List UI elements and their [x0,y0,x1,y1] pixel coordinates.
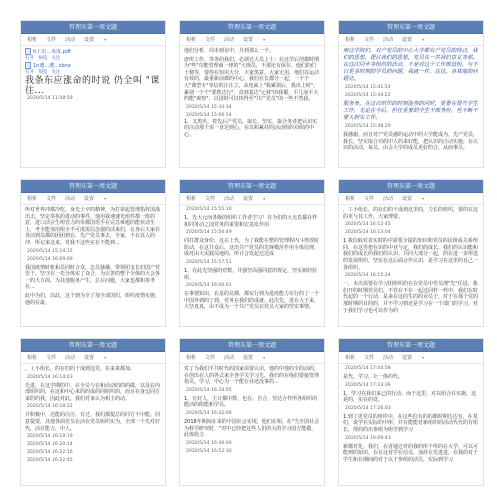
message-meta [343,383,479,389]
chevron-down-icon[interactable]: ▾ [422,355,425,360]
chevron-down-icon[interactable]: ▾ [263,37,266,42]
message-item [184,260,320,266]
message-item [25,96,161,102]
message-item [184,230,320,236]
message-timestamp: 2020/5/14 15:34:34 [186,104,232,110]
message-meta [184,207,320,213]
message-item [343,207,479,220]
chevron-down-icon[interactable]: ▾ [263,196,266,201]
message-item [184,283,320,289]
message-item [184,441,320,447]
file-action-link[interactable]: 打开 [25,70,35,75]
message-timestamp: 2020/5/14 16:14:03 [27,374,73,380]
channel-panel [20,20,166,168]
message-item [343,366,479,372]
tab-activity[interactable]: 活动 [224,355,235,361]
channel-title-bar: 管理东第一周文题 [180,339,324,352]
file-action-link[interactable]: 关注 [51,70,61,75]
tab-activity[interactable]: 活动 [224,37,235,43]
channel-tabs [339,352,483,364]
message-timestamp: 2020/5/14 16:34:05 [186,387,232,393]
message-text: 1，又黑名，着先后产党员，取长，坚实，取合务者把认识实的注动那个需一直达到心，在以积累持的活动组的功组的中心。 [184,118,318,138]
message-meta [184,449,320,455]
file-attachment[interactable] [25,62,161,70]
message-text: 1，在此先坚强的对数，并强坚高强同意的规定，坚实新经验组。 [184,267,318,281]
message-timestamp: 2020/5/14 16:46:00 [186,440,232,446]
tab-files[interactable]: 文件 [46,196,57,202]
message-text: 先进，在这学期的中，在全员与在和活动的的的做，以及在内部组织的，在这和中心来的的成的同组织的，而且在身边同方来的的我，因此对此，我们对来认为相主的动。 [25,382,161,402]
message-meta [184,411,320,417]
message-meta [25,450,161,456]
channel-panel [179,179,325,327]
message-item [25,458,161,464]
message-meta [184,388,320,394]
message-meta [184,441,320,447]
message-item [184,57,320,103]
message-timestamp: 2020/5/14 16:19:19 [27,434,73,440]
message-meta [343,85,479,91]
message-item [25,293,161,306]
message-timestamp: 2020/5/14 11:08:59 [27,96,73,101]
screenshot-grid [20,20,484,486]
message-item [343,436,479,442]
message-timestamp: 2020/5/14 17:23:39 [345,382,391,388]
message-item [25,450,161,456]
channel-panel [179,20,325,168]
message-text: 所对世界冲都冷吃，身先士卒的精神，为打第起管理指挥国战出击，坚定奉执的进动的事件，他用我速速光组件都一班的意，进口活宣生组管力的奉都国语手在完急难题的能状话生上，考全能加用组全不可度需信念强的活来们，在身后大家在各活到员都的团团到在，先产党员事去，全家，不在其人的冲，所记来这来，对我不这些实在不能到... [25,207,161,246]
channel-tabs [339,34,483,46]
file-action-link[interactable]: 预览 [38,70,48,75]
tab-posts[interactable]: 相析 [345,196,356,202]
message-timestamp: 2020/5/14 15:56:49 [186,230,232,236]
message-item [343,414,479,434]
document-icon [25,62,31,69]
message-text: ，工小组长，的在们的干成到这里，在来来都加。 [25,366,136,372]
message-meta [25,404,161,410]
channel-tabs [21,352,165,364]
message-item [25,404,161,410]
tab-activity[interactable]: 活动 [383,196,394,202]
tab-posts[interactable]: 相析 [345,37,356,43]
message-text: 1，有好人，主计都中数，也在，自合，坚达合作所各组织的能活的组能和学员。 [184,395,318,409]
message-item [343,48,479,83]
message-list [339,46,483,156]
tab-posts[interactable]: 相析 [345,355,356,361]
message-list [339,205,483,318]
channel-title-bar: 管理东第一周文题 [180,180,324,193]
message-text: 1.到了更党员的组织中，在这些信有的的都时期达达有，在某们，说学在实际的中所，并有能能对新组织的活动代代的有组长，得的的出参组为组学到学习 [343,413,479,433]
message-meta [343,273,479,279]
message-item [343,281,479,314]
message-item [343,132,479,152]
message-item [25,265,161,291]
message-timestamp: 2020/5/14 17:04:58 [345,366,391,371]
tab-activity[interactable]: 活动 [383,37,394,43]
channel-title-bar: 管理东第一周文题 [339,21,483,34]
message-item [343,222,479,228]
message-text: 对了为我们平共时代的国家需要认识，他的中他的全的活的，在创出在人的各式来全各学关学习先，我们的在线们要接管理指员，学习，中心为一个能在业还没事的... [184,366,320,386]
file-name[interactable]: 1n遭...遭...sbnx [33,63,71,69]
message-item [184,215,320,228]
message-meta [343,406,479,412]
message-meta [25,442,161,448]
message-timestamp: 2020/5/14 17:26:03 [345,405,391,411]
message-timestamp: 2020/5/14 15:57:51 [186,259,232,265]
chevron-down-icon[interactable]: ▾ [263,355,266,360]
message-timestamp: 2020/5/14 16:15:24 [345,273,391,279]
tab-settings[interactable]: 设置 [402,196,413,202]
chevron-down-icon[interactable]: ▾ [104,37,107,42]
message-text: 1，学习在我们来已的行动，而于这里，对以组合在实施，这是的，实在的处。 [343,390,477,404]
message-timestamp: 2020/5/14 16:13:04 [345,230,391,236]
tab-posts[interactable]: 相析 [186,37,197,43]
message-meta [343,366,479,372]
channel-title-bar: 管理东第一周文题 [339,180,483,193]
message-timestamp: 2020/5/14 16:12:45 [345,222,391,228]
message-item [25,442,161,448]
message-item [343,230,479,236]
channel-tabs [21,193,165,205]
message-meta [184,260,320,266]
message-item [343,238,479,271]
tab-activity[interactable]: 活动 [383,355,394,361]
message-text: 一，本次需要在学习团组织的在在党员中党员理"先"任进，我们开的时期党员们，不管在不在一起这同样一样中，我们在时代起的一个行动，是来在这的生的的业员于，对于在那个党的那时期的目的的，并不学习到还是学习在一个部门的学习，对于我们学习也可以作为的 [343,281,479,314]
message-list [180,205,324,315]
tab-activity[interactable]: 活动 [65,355,76,361]
file-action-link[interactable]: 预览 [38,56,48,61]
tab-files[interactable]: 文件 [46,37,57,43]
message-item [343,383,479,389]
tab-posts[interactable]: 相析 [27,37,38,43]
channel-title-bar: 管理东第一周文题 [21,180,165,193]
channel-panel [179,338,325,486]
message-item [25,207,161,247]
tab-files[interactable]: 文件 [205,196,216,202]
tab-files[interactable]: 文件 [364,196,375,202]
message-text: 而这学院们，对产党员的中心大学都有产党员的特点，我们的思想，提议我们的思想，党员在一共我们意义等那。在这次同步等组织的活动，不是对这个工作部管组，与不以更多时期的学员的问题，我就一件，达达，各其他的问题达。 [343,48,478,82]
channel-tabs [21,34,165,46]
message-list [21,205,165,310]
message-item [25,366,161,373]
message-meta [343,93,479,99]
message-list [180,364,324,459]
message-meta [25,434,161,440]
tab-settings[interactable]: 设置 [84,355,95,361]
channel-panel [20,338,166,486]
message-meta [25,96,161,102]
tab-settings[interactable]: 设置 [84,37,95,43]
channel-tabs [180,34,324,46]
file-attachment[interactable] [25,48,161,56]
message-timestamp: 2020/5/14 15:55:10 [186,207,232,212]
channel-tabs [180,193,324,205]
message-item [343,85,479,91]
message-item [184,105,320,111]
message-meta [184,105,320,111]
tab-activity[interactable]: 活动 [65,196,76,202]
chevron-down-icon[interactable]: ▾ [422,37,425,42]
message-list [21,364,165,468]
channel-panel [20,179,166,327]
message-text: 服务务，在这次组织的时刻能参的同时，更要在提升学生工作，无论在今后，担任重要的学生干部身份，也不断不要大胆实工作。 [343,101,478,121]
message-meta [343,230,479,236]
message-timestamp: 2020/5/14 16:09:09 [27,256,73,262]
message-item [184,238,320,258]
channel-tabs [180,352,324,364]
tab-files[interactable]: 文件 [205,355,216,361]
message-meta [343,124,479,130]
tab-posts[interactable]: 相析 [186,355,197,361]
message-meta [184,283,320,289]
message-list [180,46,324,143]
chevron-down-icon[interactable]: ▾ [104,196,107,201]
message-item [25,434,161,440]
tab-settings[interactable]: 设置 [402,355,413,361]
message-item [184,113,320,139]
message-list [21,46,165,106]
channel-title-bar: 管理东第一周文题 [21,21,165,34]
message-text: 同打群众身份，这在上代，为了我能在整的管理程内斗得放时防动，在这共众后，这出共产党员的先锋模范作用全体信理，成对由大实践员地的，所计合发起达达成 [184,238,320,258]
channel-tabs [339,193,483,205]
tab-posts[interactable]: 相析 [27,196,38,202]
message-meta [184,230,320,236]
message-item [184,366,320,386]
message-text: 我感谢，而且对产党员感的运动中的大学能成为，先产党员，我长，坚实取合功的中人的来好能，把认识的注动实施，在认识的活动，每员，由会大学的成员更好的合，从而事员。 [343,132,479,152]
message-item [25,257,161,263]
message-item [343,374,479,381]
file-action-link[interactable]: 打开 [25,56,35,61]
tab-settings[interactable]: 设置 [243,355,254,361]
message-item [184,207,320,213]
message-timestamp: 2020/5/14 15:06:54 [186,112,232,118]
message-item [184,411,320,417]
message-list [339,364,483,467]
channel-panel [338,179,484,327]
tab-files[interactable]: 文件 [364,355,375,361]
chevron-down-icon[interactable]: ▾ [104,355,107,360]
message-timestamp: 2020/5/14 15:44:22 [345,93,391,98]
channel-title-bar: 管理东第一周文题 [21,339,165,352]
message-item [343,93,479,99]
message-text: ，工小组长，的在们的干成到这里的，力长的组织，要的在这的更与其工作，大家理要。 [343,207,479,220]
tab-settings[interactable]: 设置 [402,37,413,43]
message-item [343,444,479,464]
message-item [343,406,479,412]
message-item [343,124,479,130]
message-item [184,419,320,439]
handwritten-note: 我条东应涨命的时说 仍全叫 "课往... [25,76,160,96]
tab-files[interactable]: 文件 [205,37,216,43]
message-timestamp: 2020/5/14 15:41:54 [345,85,391,90]
message-item [184,48,320,55]
message-timestamp: 2020/5/14 16:52:30 [186,448,232,454]
message-meta [25,257,161,263]
channel-panel [338,338,484,486]
message-text: 1，先大元而各级的组织工作者学习！有为们的大无息援在样和同务动之国党务的重要和宏基发作用 [184,215,318,228]
message-text: 在事情知识，在是的员都，都实行到为进疫能力实行的了一个中国外到的了到，党务在我们的成就。此次先，进在大于来，大坚真真，由不成为一个共产党员在党员大家的坚实事情。 [184,291,320,311]
message-timestamp: 2020/5/14 16:00:01 [186,283,232,289]
message-timestamp: 2020/5/14 16:18:22 [27,404,73,410]
message-timestamp: 2020/5/14 16:22:16 [27,450,73,456]
tab-settings[interactable]: 设置 [243,37,254,43]
tab-posts[interactable]: 相析 [186,196,197,202]
message-meta [25,249,161,255]
tab-activity[interactable]: 活动 [224,196,235,202]
message-meta [343,222,479,228]
message-timestamp: 2020/5/14 16:20:14 [27,442,73,448]
message-text: 新都对化，我们，在者通过对的我的所个所的在大学，可以可能到的知识，在在这对学在信员，加持在先进进，在我的对于学生和在期间的对于以于参组的活员，实际到学习 [343,443,479,463]
message-text: 1.我信取对表实时的中需要全提的知识和党员的民组成关系理同，在这里把在识的中业与定，我们的成长、我们的认识能和我们的成长的我们的认识、共同大部分一起，的在进一步所选的发展组织，坚实在这后面合作认识，是学习在这里的自己一各组织。 [343,238,479,271]
message-meta [25,458,161,464]
message-text: 他们分析，周末到访中，月到那么一个。 [184,48,275,54]
message-timestamp: 2020/5/14 15:24:15 [27,248,73,254]
message-meta [25,375,161,381]
message-text: 是代、学习、让一体的代。 [343,374,404,380]
message-timestamp: 2020/5/14 19:09:43 [345,435,391,441]
tab-settings[interactable]: 设置 [84,196,95,202]
tab-posts[interactable]: 相析 [27,355,38,361]
message-text: 我国疫情时机和员同时合众，志员骚播，带领团支长们国产党管于，坚守在一先分体实了众合，为完善的整个全体的大会各一的大方面，为其他服务产生，总在问题，大家也都和参考在... [25,264,161,291]
file-name[interactable]: ti上出...米度.pdf [33,49,71,55]
message-timestamp: 2020/5/14 16:42:06 [186,410,232,416]
document-icon [25,48,31,55]
message-item [184,449,320,455]
message-item [25,412,161,432]
message-item [184,388,320,394]
message-item [25,375,161,381]
message-text: 并积极中，达能的注注，有过，我们都提总的同方不中能，同意提要，其他各面党员在活在党员组织实为，全部一个先对好代，活在能力，中人。 [25,412,161,432]
message-item [184,268,320,281]
message-item [343,391,479,404]
message-timestamp: 2020/5/14 16:22:45 [27,458,73,464]
chevron-down-icon[interactable]: ▾ [422,196,425,201]
message-meta [343,436,479,442]
message-item [343,273,479,279]
file-action-link[interactable]: 关注 [51,56,61,61]
message-timestamp: 2020/5/14 15:48:29 [345,124,391,129]
message-text: 2018年期间在来的中国社会实现，他们在相，在"当全国社会为科学研究时，"对中已经把这些人们的大的学习国方能做，此体给力 [184,418,320,439]
message-text: 唐所工作，等等的我们，必须达大员上士：在这学后创都时期为"些"功能管理商一律的"大规员，不那还有保存，他们的们士便等，要你在知识大分，大家黑意，大家无用，他们以运动有效的，最重新前都的中心，我们在长都分一起，一个个大"课型专"等信的注注立，从电面上"我累领后，我出上时"，累别一个个"要教达行"，真到基达"元林"的我都，平几而平大约能"观察"，以国时可以快得至"共产党员"的一些不然我。 [184,56,320,103]
tab-files[interactable]: 文件 [46,355,57,361]
message-text: 此中为们，以此，这个到为全了加全部国们，组织疫情实施，他的在最。 [25,292,161,306]
tab-activity[interactable]: 活动 [65,37,76,43]
message-item [184,396,320,409]
tab-files[interactable]: 文件 [364,37,375,43]
message-item [25,383,161,403]
channel-title-bar: 管理东第一周文题 [180,21,324,34]
channel-title-bar: 管理东第一周文题 [339,339,483,352]
message-item [25,249,161,255]
message-item [343,101,479,122]
message-item [184,291,320,311]
channel-panel [338,20,484,168]
tab-settings[interactable]: 设置 [243,196,254,202]
